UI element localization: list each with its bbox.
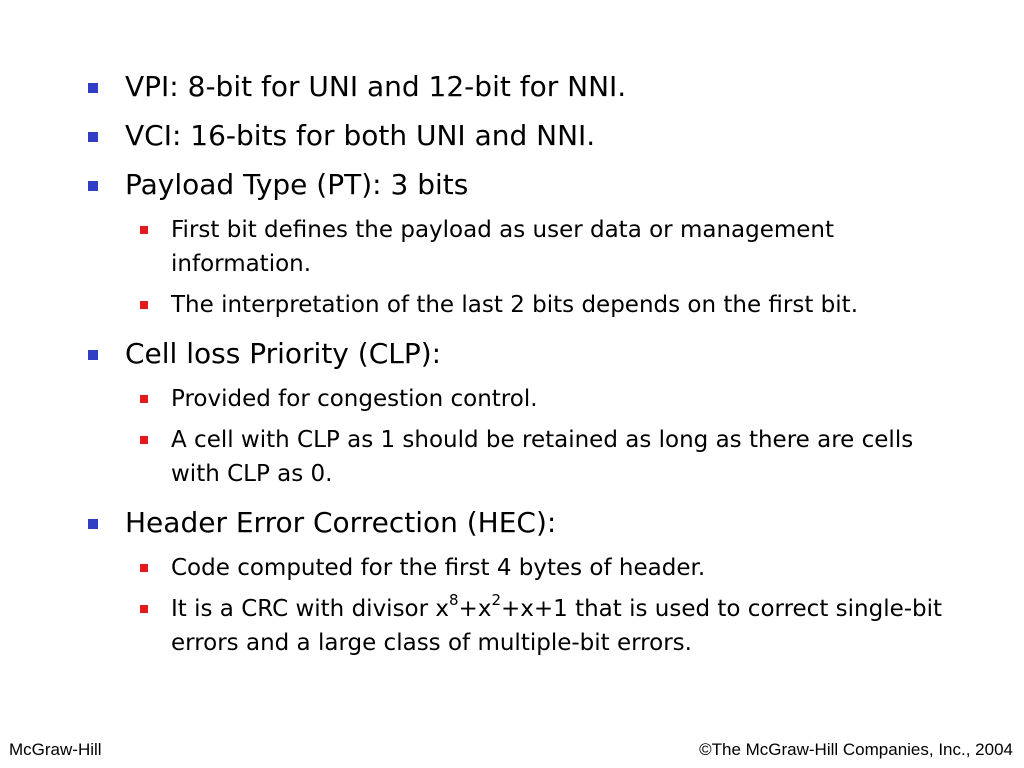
bullet-text: Cell loss Priority (CLP):: [125, 337, 442, 370]
sub-bullet: [140, 423, 968, 491]
crc-text-part: +x+1 that is used to correct single-bit errors and a large class of multiple-bit errors.: [171, 596, 943, 656]
sub-bullet: [140, 382, 968, 416]
square-bullet-icon: [140, 436, 148, 444]
sub-bullet-text: The interpretation of the last 2 bits depends on the first bit.: [171, 292, 859, 318]
square-bullet-icon: [88, 519, 98, 529]
bullet-payload-type: [88, 166, 968, 204]
sub-bullet-text: A cell with CLP as 1 should be retained as long as there are cells with CLP as 0.: [171, 427, 914, 487]
payload-type-subitems: [88, 213, 968, 322]
slide-content: [88, 68, 968, 673]
footer-copyright: ©The McGraw-Hill Companies, Inc., 2004: [699, 740, 1013, 759]
square-bullet-icon: [140, 564, 148, 572]
square-bullet-icon: [140, 395, 148, 403]
sub-bullet-text: First bit defines the payload as user data or management information.: [171, 217, 835, 277]
bullet-text: VPI: 8-bit for UNI and 12-bit for NNI.: [125, 70, 627, 103]
bullet-vci: [88, 117, 968, 155]
bullet-vpi: [88, 68, 968, 106]
exponent: 8: [449, 591, 459, 610]
square-bullet-icon: [88, 181, 98, 191]
footer-publisher: McGraw-Hill: [9, 740, 102, 759]
sub-bullet: [140, 592, 968, 660]
sub-bullet: [140, 551, 968, 585]
bullet-text: Header Error Correction (HEC):: [125, 506, 557, 539]
square-bullet-icon: [88, 132, 98, 142]
crc-text-part: It is a CRC with divisor x: [171, 596, 449, 622]
hec-subitems: [88, 551, 968, 660]
sub-bullet: [140, 288, 968, 322]
sub-bullet-text: Provided for congestion control.: [171, 386, 538, 412]
square-bullet-icon: [88, 350, 98, 360]
square-bullet-icon: [140, 301, 148, 309]
sub-bullet: [140, 213, 968, 281]
bullet-text: VCI: 16-bits for both UNI and NNI.: [125, 119, 596, 152]
bullet-text: Payload Type (PT): 3 bits: [125, 168, 469, 201]
square-bullet-icon: [140, 605, 148, 613]
sub-bullet-text: [171, 591, 943, 656]
crc-text-part: +x: [458, 596, 492, 622]
square-bullet-icon: [140, 226, 148, 234]
exponent: 2: [491, 591, 501, 610]
sub-bullet-text: Code computed for the first 4 bytes of header.: [171, 555, 706, 581]
bullet-hec: [88, 504, 968, 542]
bullet-clp: [88, 335, 968, 373]
square-bullet-icon: [88, 83, 98, 93]
clp-subitems: [88, 382, 968, 491]
